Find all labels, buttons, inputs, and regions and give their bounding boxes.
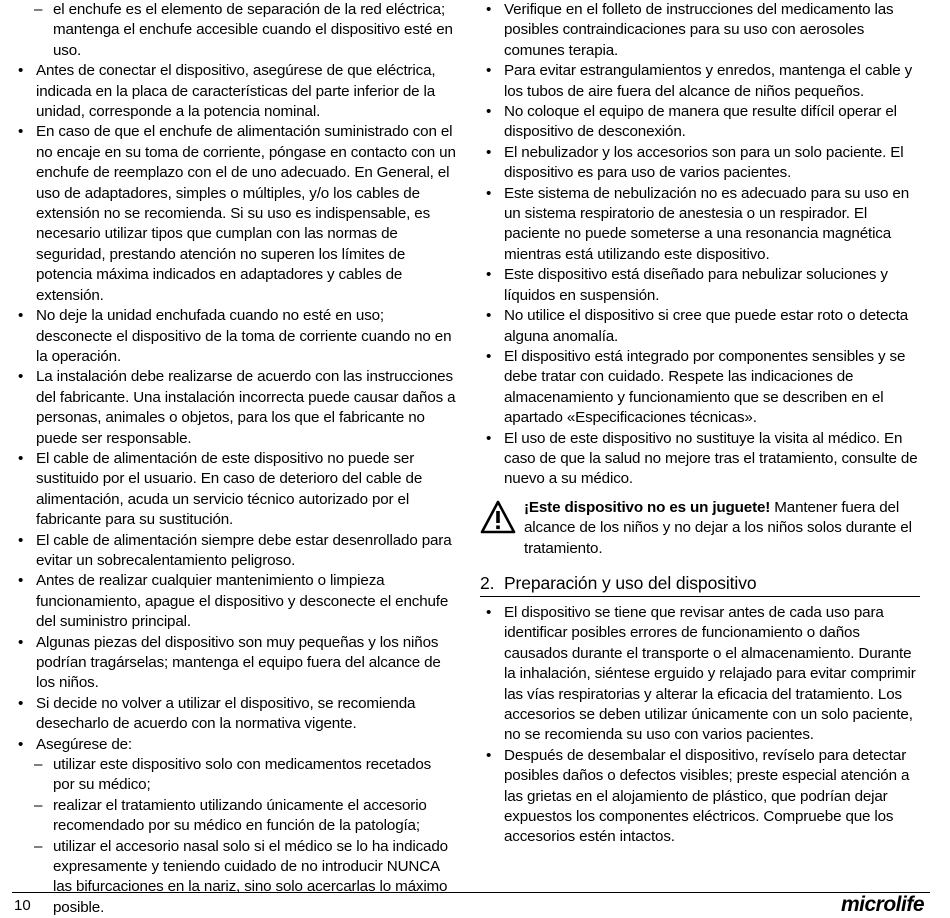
bullet-marker: • bbox=[18, 633, 24, 651]
list-item-text: El nebulizador y los accesorios son para un solo paciente. El dispositivo es para uso de varios pacientes. bbox=[504, 143, 904, 182]
dash-marker: – bbox=[34, 1, 43, 18]
bullet-marker: • bbox=[486, 143, 492, 161]
list-item bbox=[12, 531, 456, 572]
list-item bbox=[480, 102, 920, 143]
list-item bbox=[480, 746, 920, 848]
list-item-text: Si decide no volver a utilizar el dispositivo, se recomienda desecharlo de acuerdo con la normativa vigente. bbox=[36, 694, 416, 733]
bullet-marker: • bbox=[486, 62, 492, 80]
list-item-text: el enchufe es el elemento de separación de la red eléctrica; mantenga el enchufe accesible cuando el dispositivo esté en uso. bbox=[53, 1, 453, 59]
bullet-marker: • bbox=[18, 368, 24, 386]
list-item bbox=[12, 633, 456, 694]
list-item bbox=[480, 306, 920, 347]
bullet-marker: • bbox=[486, 1, 492, 18]
list-item bbox=[480, 347, 920, 429]
list-item-text: realizar el tratamiento utilizando únicamente el accesorio recomendado por su médico en función de la patología; bbox=[53, 796, 427, 835]
brand-logo: microlife bbox=[840, 893, 924, 916]
bullet-marker: • bbox=[18, 572, 24, 590]
list-item bbox=[480, 265, 920, 306]
bullet-marker: • bbox=[486, 347, 492, 365]
sub-list-item bbox=[12, 0, 456, 61]
list-item-text: La instalación debe realizarse de acuerdo con las instrucciones del fabricante. Una instalación incorrecta puede causar daños a personas, animales o objetos, para los que el fabricante no puede ser responsable. bbox=[36, 368, 456, 447]
list-item bbox=[480, 61, 920, 102]
bullet-marker: • bbox=[486, 266, 492, 284]
sub-list-item bbox=[12, 755, 456, 796]
warning-bold-text: ¡Este dispositivo no es un juguete! bbox=[524, 498, 771, 516]
list-item-text: Después de desembalar el dispositivo, revíselo para detectar posibles daños o defectos visibles; preste especial atención a las grietas en el alojamiento de plástico, que podrían dejar expuestos los componentes eléctricos. Compruebe que los accesorios estén intactos. bbox=[504, 746, 910, 846]
bullet-marker: • bbox=[18, 449, 24, 467]
bullet-marker: • bbox=[18, 735, 24, 753]
list-item-text: El dispositivo se tiene que revisar antes de cada uso para identificar posibles errores de funcionamiento o daños causados durante el transporte o el almacenamiento. Durante la inhalación, siéntese erguido y relajado para evitar comprimir las vías respiratorias y alterar la eficacia del tratamiento. Los accesorios se deben utilizar únicamente con un solo paciente, no se recomienda su uso con varios pacientes. bbox=[504, 603, 916, 744]
list-item-text: Algunas piezas del dispositivo son muy pequeñas y los niños podrían tragárselas; mantenga el equipo fuera del alcance de los niños. bbox=[36, 633, 441, 692]
dash-marker: – bbox=[34, 837, 43, 855]
section-number: 2. bbox=[480, 572, 495, 593]
right-bullet-list bbox=[480, 0, 920, 490]
list-item bbox=[480, 184, 920, 266]
list-item bbox=[12, 694, 456, 735]
list-item-text: El cable de alimentación siempre debe estar desenrollado para evitar un sobrecalentamiento peligroso. bbox=[36, 531, 452, 569]
list-item-text: Asegúrese de: bbox=[36, 735, 132, 753]
bullet-marker: • bbox=[486, 307, 492, 325]
list-item-text: No utilice el dispositivo si cree que puede estar roto o detecta alguna anomalía. bbox=[504, 307, 909, 345]
warning-text: Mantener fuera del alcance de los niños y no dejar a los niños solos durante el tratamiento. bbox=[524, 498, 912, 557]
bullet-marker: • bbox=[18, 531, 24, 549]
list-item bbox=[12, 367, 456, 449]
list-item-text: No coloque el equipo de manera que resulte difícil operar el dispositivo de desconexión. bbox=[504, 103, 897, 141]
bullet-marker: • bbox=[486, 103, 492, 121]
list-item-text: utilizar el accesorio nasal solo si el médico se lo ha indicado expresamente y teniendo cuidado de no introducir NUNCA las bifurcaciones en la nariz, sino solo acercarlas lo máximo posible. bbox=[53, 837, 448, 916]
list-item-text: El uso de este dispositivo no sustituye la visita al médico. En caso de que la salud no mejore tras el tratamiento, consulte de nuevo a su médico. bbox=[504, 429, 918, 488]
list-item-text: utilizar este dispositivo solo con medicamentos recetados por su médico; bbox=[53, 756, 432, 794]
list-item bbox=[12, 449, 456, 531]
right-column bbox=[480, 0, 920, 848]
sub-list-item bbox=[12, 796, 456, 837]
list-item bbox=[12, 571, 456, 632]
footer-divider bbox=[12, 892, 930, 893]
dash-marker: – bbox=[34, 796, 43, 814]
warning-triangle-icon bbox=[480, 500, 516, 540]
list-item-text: Antes de realizar cualquier mantenimiento o limpieza funcionamiento, apague el dispositivo y desconecte el enchufe del suministro principal. bbox=[36, 572, 449, 631]
bullet-marker: • bbox=[18, 694, 24, 712]
section-title: Preparación y uso del dispositivo bbox=[503, 572, 757, 593]
bullet-marker: • bbox=[486, 746, 492, 764]
list-item-text: El cable de alimentación de este dispositivo no puede ser sustituido por el usuario. En caso de deterioro del cable de alimentación, acuda un servicio técnico autorizado por el fabricante para su sustitución. bbox=[36, 449, 423, 529]
list-item bbox=[480, 603, 920, 746]
list-item bbox=[12, 735, 456, 755]
list-item-text: Para evitar estrangulamientos y enredos, mantenga el cable y los tubos de aire fuera del alcance de niños pequeños. bbox=[504, 62, 913, 100]
sub-list-item bbox=[12, 837, 456, 918]
left-column bbox=[12, 0, 456, 918]
bullet-marker: • bbox=[18, 123, 24, 141]
list-item-text: Antes de conectar el dispositivo, asegúrese de que eléctrica, indicada en la placa de características del parte inferior de la unidad, corresponde a la potencia nominal. bbox=[36, 62, 436, 121]
list-item-text: El dispositivo está integrado por componentes sensibles y se debe tratar con cuidado. Respete las indicaciones de almacenamiento y funcionamiento que se describen en el apartado «Especificaciones técnicas». bbox=[504, 347, 906, 427]
dash-marker: – bbox=[34, 756, 43, 774]
page-number: 10 bbox=[14, 897, 31, 914]
list-item-text: Verifique en el folleto de instrucciones del medicamento las posibles contraindicaciones para su uso con aerosoles comunes terapia. bbox=[504, 1, 894, 59]
bullet-marker: • bbox=[486, 603, 492, 621]
list-item-text: Este dispositivo está diseñado para nebulizar soluciones y líquidos en suspensión. bbox=[504, 266, 888, 304]
list-item-text: En caso de que el enchufe de alimentación suministrado con el no encaje en su toma de corriente, póngase en contacto con un enchufe de reemplazo con el de uno adecuado. En General, el uso de adaptadores, simples o múltiples, y/o los cables de extensión no se recomienda. Si su uso es indispensable, es necesario utilizar tipos que cumplan con las normas de seguridad, prestando atención no superen los límites de potencia máxima indicados en adaptadores y cables de extensión. bbox=[36, 123, 456, 304]
list-item-text: Este sistema de nebulización no es adecuado para su uso en un sistema respiratorio de anestesia o un respirador. El paciente no puede someterse a una resonancia magnética mientras está utilizando este dispositivo. bbox=[504, 184, 910, 263]
list-item bbox=[480, 143, 920, 184]
list-item bbox=[12, 122, 456, 306]
bullet-marker: • bbox=[18, 62, 24, 80]
list-item bbox=[480, 0, 920, 61]
bullet-marker: • bbox=[486, 184, 492, 202]
list-item bbox=[12, 61, 456, 122]
left-bullet-list bbox=[12, 0, 456, 918]
section-heading bbox=[480, 571, 920, 597]
bullet-marker: • bbox=[486, 429, 492, 447]
section-bullet-list bbox=[480, 603, 920, 848]
list-item-text: No deje la unidad enchufada cuando no esté en uso; desconecte el dispositivo de la toma de corriente cuando no en la operación. bbox=[36, 307, 452, 365]
warning-notice bbox=[480, 498, 920, 559]
list-item bbox=[480, 429, 920, 490]
list-item bbox=[12, 306, 456, 367]
bullet-marker: • bbox=[18, 307, 24, 325]
